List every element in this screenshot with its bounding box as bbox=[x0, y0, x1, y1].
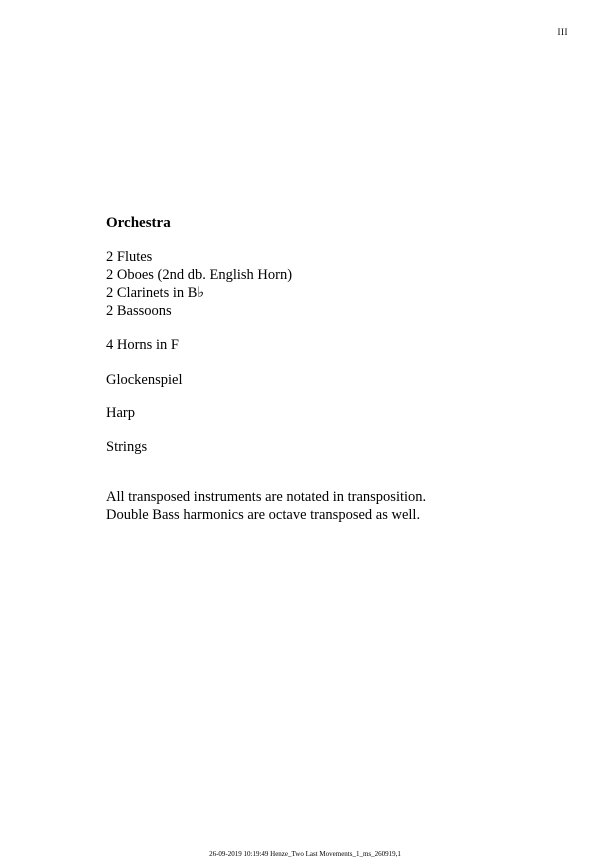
instrument-horns: 4 Horns in F bbox=[106, 337, 179, 353]
instrument-oboes: 2 Oboes (2nd db. English Horn) bbox=[106, 267, 293, 283]
instrument-glockenspiel: Glockenspiel bbox=[106, 372, 183, 388]
instrument-bassoons: 2 Bassoons bbox=[106, 303, 172, 319]
page-number: III bbox=[557, 27, 568, 37]
harp-list bbox=[106, 404, 135, 422]
note-harmonics: Double Bass harmonics are octave transposed as well. bbox=[106, 507, 421, 523]
percussion-list bbox=[106, 371, 183, 389]
woodwinds-list bbox=[106, 248, 292, 320]
strings-list bbox=[106, 438, 147, 456]
performance-notes bbox=[106, 488, 426, 524]
brass-list bbox=[106, 336, 179, 354]
footer-stamp: 26-09-2019 10:19:49 Henze_Two Last Movements_1_ms_260919,1 bbox=[209, 850, 401, 858]
orchestra-heading: Orchestra bbox=[106, 215, 171, 231]
instrument-flutes: 2 Flutes bbox=[106, 249, 153, 265]
note-transposition: All transposed instruments are notated in transposition. bbox=[106, 489, 427, 505]
instrument-clarinets: 2 Clarinets in B♭ bbox=[106, 285, 205, 301]
instrument-harp: Harp bbox=[106, 405, 135, 421]
instrument-strings: Strings bbox=[106, 439, 148, 455]
